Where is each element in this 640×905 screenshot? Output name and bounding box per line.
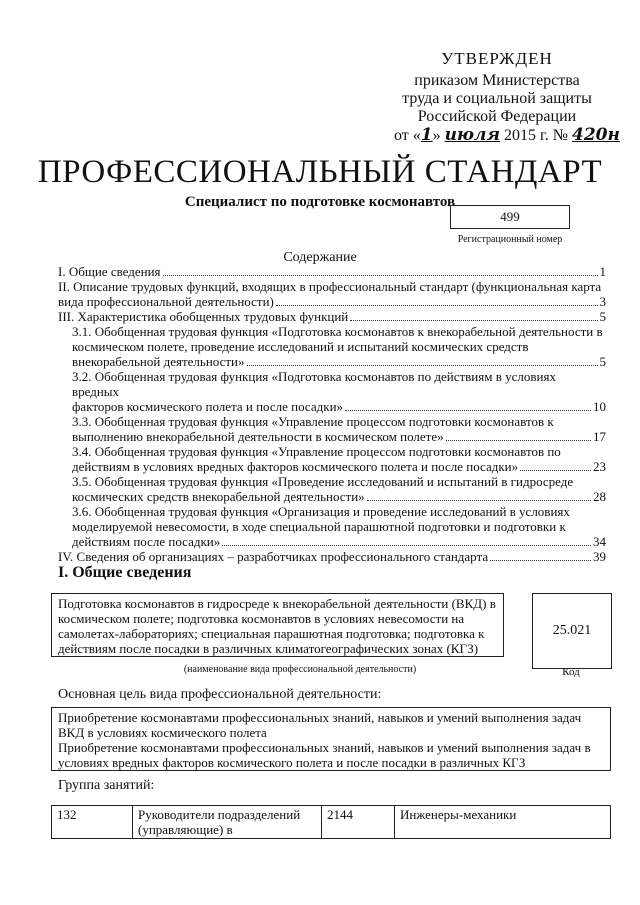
table-cell: 2144 — [322, 806, 395, 839]
table-cell: Инженеры-механики — [395, 806, 611, 839]
activity-kind-label: (наименование вида профессиональной деятельности) — [183, 664, 417, 675]
toc-item-text: II. Описание трудовых функций, входящих в профессиональный стандарт (функциональная карта — [58, 279, 602, 294]
handwritten-number: 420н — [572, 125, 620, 145]
handwritten-month: июля — [444, 125, 500, 145]
toc-entry-line — [72, 399, 606, 414]
toc-page-number: 34 — [593, 534, 606, 549]
toc-item — [58, 279, 606, 309]
toc-item-text: III. Характеристика обобщенных трудовых функций — [58, 309, 349, 324]
toc-dot-leader — [276, 305, 598, 306]
section-heading: I. Общие сведения — [58, 564, 192, 581]
toc-entry-line — [58, 294, 606, 309]
toc-item — [58, 549, 606, 564]
toc-page-number: 5 — [599, 309, 606, 324]
toc-item-text: внекорабельной деятельности» — [72, 354, 245, 369]
toc-page-number: 5 — [599, 354, 606, 369]
toc-page-number: 1 — [599, 264, 606, 279]
toc-item — [58, 369, 606, 414]
toc-item-text: 3.1. Обобщенная трудовая функция «Подготовка космонавтов к внекорабельной деятельности в — [72, 324, 603, 339]
toc-dot-leader — [222, 545, 591, 546]
toc-item-text: вида профессиональной деятельности) — [58, 294, 274, 309]
document-title: ПРОФЕССИОНАЛЬНЫЙ СТАНДАРТ — [37, 154, 603, 190]
toc-item — [58, 309, 606, 324]
toc-item-text: действиям после посадки» — [72, 534, 221, 549]
toc-dot-leader — [367, 500, 591, 501]
toc-page-number: 28 — [593, 489, 606, 504]
approval-block — [392, 49, 620, 145]
toc-item-text: моделируемой невесомости, в ходе специальной парашютной подготовки и подготовки к — [72, 519, 566, 534]
toc-dot-leader — [520, 470, 591, 471]
toc-item-text: I. Общие сведения — [58, 264, 161, 279]
toc-entry-line — [58, 264, 606, 279]
toc-page-number: 17 — [593, 429, 606, 444]
toc-dot-leader — [247, 365, 598, 366]
toc-item — [58, 444, 606, 474]
toc-item-text: факторов космического полета и после посадки» — [72, 399, 344, 414]
approval-heading: УТВЕРЖДЕН — [441, 49, 553, 68]
toc-item — [58, 474, 606, 504]
registration-number-box: 499 — [450, 205, 570, 229]
approval-line: Российской Федерации — [417, 108, 577, 125]
document-subtitle: Специалист по подготовке космонавтов — [184, 194, 456, 210]
toc-dot-leader — [163, 275, 598, 276]
goal-label: Основная цель вида профессиональной деятельности: — [58, 687, 382, 702]
toc-dot-leader — [446, 440, 591, 441]
toc-entry-line — [72, 354, 606, 369]
toc-entry-line — [72, 534, 606, 549]
occupation-group-table — [51, 805, 611, 839]
activity-code-box: 25.021 — [532, 593, 612, 669]
goal-box — [51, 707, 611, 771]
toc-dot-leader — [345, 410, 591, 411]
table-of-contents — [58, 264, 606, 564]
occupation-group-label: Группа занятий: — [58, 778, 155, 793]
goal-line: Приобретение космонавтами профессиональных знаний, навыков и умений выполнения задач ВКД в условиях космического полета — [58, 710, 582, 740]
toc-heading: Содержание — [283, 250, 357, 265]
toc-page-number: 10 — [593, 399, 606, 414]
goal-line: Приобретение космонавтами профессиональных знаний, навыков и умений выполнения задач в условиях вредных факторов космического полета и после посадки в различных КГЗ — [58, 740, 591, 770]
toc-page-number: 3 — [599, 294, 606, 309]
toc-entry-line — [72, 459, 606, 474]
toc-item-text: 3.4. Обобщенная трудовая функция «Управление процессом подготовки космонавтов по — [72, 444, 561, 459]
toc-entry-line — [58, 549, 606, 564]
toc-dot-leader — [490, 560, 591, 561]
toc-entry-line — [58, 309, 606, 324]
toc-item-text: действиям в условиях вредных факторов космического полета и после посадки» — [72, 459, 519, 474]
table-row — [52, 806, 611, 839]
approval-date: от «1» июля 2015 г. № 420н — [394, 125, 620, 145]
toc-item-text: 3.3. Обобщенная трудовая функция «Управление процессом подготовки космонавтов к — [72, 414, 554, 429]
approval-line: приказом Министерства — [414, 72, 580, 89]
toc-item — [58, 264, 606, 279]
toc-page-number: 23 — [593, 459, 606, 474]
toc-entry-line — [72, 489, 606, 504]
approval-line: труда и социальной защиты — [402, 90, 592, 107]
registration-number-label: Регистрационный номер — [457, 234, 563, 245]
table-cell: 132 — [52, 806, 133, 839]
toc-item-text: IV. Сведения об организациях – разработчиках профессионального стандарта — [58, 549, 489, 564]
activity-kind-box: Подготовка космонавтов в гидросреде к внекорабельной деятельности (ВКД) в космическом полете; подготовка космонавтов в условиях невесомости на самолетах-лабораториях; специальная парашютная подготовка; подготовка к действиям после посадки в различных климатогеографических зонах (КГЗ) — [51, 593, 504, 657]
toc-item-text: космическом полете, проведение исследований и испытаний космических средств — [72, 339, 529, 354]
toc-item — [58, 504, 606, 549]
toc-page-number: 39 — [593, 549, 606, 564]
toc-item-text: выполнению внекорабельной деятельности в космическом полете» — [72, 429, 444, 444]
toc-item-text: 3.2. Обобщенная трудовая функция «Подготовка космонавтов по действиям в условиях вредных — [72, 369, 556, 399]
toc-item-text: космических средств внекорабельной деятельности» — [72, 489, 365, 504]
toc-item-text: 3.6. Обобщенная трудовая функция «Организация и проведение исследований в условиях — [72, 504, 570, 519]
toc-item — [58, 324, 606, 369]
toc-dot-leader — [350, 320, 597, 321]
toc-item — [58, 414, 606, 444]
toc-entry-line — [72, 429, 606, 444]
toc-item-text: 3.5. Обобщенная трудовая функция «Проведение исследований и испытаний в гидросреде — [72, 474, 574, 489]
handwritten-day: 1 — [420, 125, 433, 145]
activity-code-label: Код — [562, 666, 580, 678]
table-cell: Руководители подразделений (управляющие) в — [133, 806, 322, 839]
